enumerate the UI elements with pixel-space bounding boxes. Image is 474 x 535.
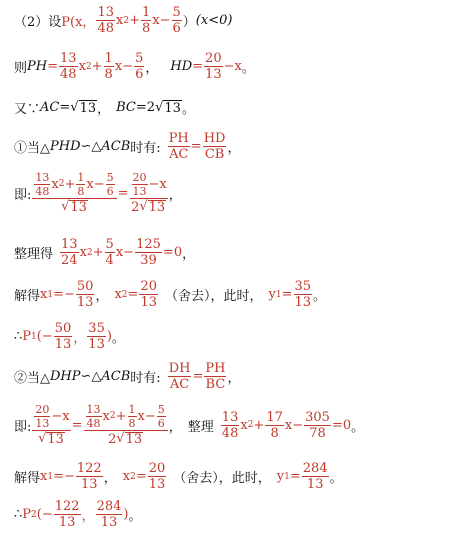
fraction: $\frac{1}{8}$ xyxy=(141,5,151,36)
text: 即: xyxy=(14,187,32,203)
op: − xyxy=(159,13,171,28)
text: ①当△ xyxy=(14,141,50,156)
compound-fraction: $\frac{13}{48}$ x 2 + $\frac{1}{8}$ x − $\frac{5}{6}$ 2 √ 13 xyxy=(84,404,168,446)
text: 则 xyxy=(14,61,28,76)
var-x: x xyxy=(152,13,160,28)
fraction: $\frac{13}{48}$ xyxy=(60,51,77,82)
text: 解得 xyxy=(14,471,41,486)
exponent: 2 xyxy=(123,15,130,26)
segment-hd: HD xyxy=(170,59,193,74)
compound-fraction: $\frac{13}{48}$ x 2 + $\frac{1}{8}$ x − $\frac{5}{6}$ √ 13 xyxy=(32,172,116,214)
segment-ph: PH xyxy=(27,59,48,74)
sqrt: √ 13 xyxy=(70,99,97,116)
triangle-acb: ACB xyxy=(101,369,131,384)
text: 即: xyxy=(14,419,32,435)
fraction: $\frac{1}{8}$ xyxy=(104,51,113,82)
line-6: 整理得 $\frac{13}{24}$ x 2 + $\frac{5}{4}$ x − $\frac{125}{39}$ = 0 ， xyxy=(14,237,196,268)
line-7: 解得 x 1 =− $\frac{50}{13}$ ， x 2 = $\frac{20}{13}$ （舍去），此时， y 1 = $\frac{35}{13}$ 。 xyxy=(14,279,327,310)
triangle-dhp: DHP xyxy=(50,369,81,384)
fraction: $\frac{PH}{AC}$ xyxy=(168,131,189,162)
text: 整理得 xyxy=(14,247,54,262)
fraction: $\frac{20}{13}$ xyxy=(205,51,222,82)
line-12: ∴ P 2 (− $\frac{122}{13}$ ， $\frac{284}{13}$ ) 。 xyxy=(14,499,142,530)
line-4: ①当△ PHD ∽△ ACB 时有: $\frac{PH}{AC}$ = $\frac{HD}{CB}$ ， xyxy=(14,131,241,162)
text: ∴ xyxy=(14,507,23,522)
sqrt: √ 13 xyxy=(155,99,181,116)
point-p: P(x， xyxy=(61,15,96,30)
text: ∴ xyxy=(14,329,23,344)
text: ） xyxy=(182,15,196,30)
op: + xyxy=(129,13,140,28)
var-x: x xyxy=(115,13,124,28)
segment-ac: AC xyxy=(40,100,60,115)
fraction: $\frac{HD}{CB}$ xyxy=(203,131,226,162)
fraction: $\frac{5}{6}$ xyxy=(172,5,181,36)
text: 又∵ xyxy=(14,102,41,117)
triangle-acb: ACB xyxy=(101,139,131,154)
condition: (x<0) xyxy=(195,13,233,28)
line-5: 即: $\frac{13}{48}$ x 2 + $\frac{1}{8}$ x − $\frac{5}{6}$ √ 13 = $\frac{20}{13}$ −x 2 √ 13 ， xyxy=(14,171,182,215)
fraction: $\frac{13}{48}$ xyxy=(97,5,114,36)
compound-fraction: $\frac{20}{13}$ −x √ 13 xyxy=(32,404,70,446)
line-10: 即: $\frac{20}{13}$ −x √ 13 = $\frac{13}{48}$ x 2 + $\frac{1}{8}$ x − $\frac{5}{6}$ 2 √ 13 ， 整理 $\frac{13}{48}$ x 2 + $\frac{17}{8}$ x − $\frac{305}{78}$ = 0 。 xyxy=(14,403,365,447)
text: （2）设 xyxy=(14,15,62,30)
text: 解得 xyxy=(14,289,41,304)
line-3: 又∵ AC = √ 13 ， BC = 2 √ 13 。 xyxy=(14,99,195,117)
op: = xyxy=(47,59,59,74)
line-9: ②当△ DHP ∽△ ACB 时有: $\frac{DH}{AC}$ = $\frac{PH}{BC}$ ， xyxy=(14,361,241,392)
fraction: $\frac{5}{6}$ xyxy=(135,51,144,82)
segment-bc: BC xyxy=(116,100,136,115)
line-2: 则 PH = $\frac{13}{48}$ x 2 + $\frac{1}{8}$ x − $\frac{5}{6}$ ， HD = $\frac{20}{13}$ −x 。 xyxy=(14,51,255,82)
triangle-phd: PHD xyxy=(50,139,81,154)
line-1 xyxy=(14,6,232,35)
line-11: 解得 x 1 =− $\frac{122}{13}$ ， x 2 = $\frac{20}{13}$ （舍去），此时， y 1 = $\frac{284}{13}$ 。 xyxy=(14,461,343,492)
line-8: ∴ P 1 (− $\frac{50}{13}$ ， $\frac{35}{13}$ ) 。 xyxy=(14,321,125,352)
text: ②当△ xyxy=(14,371,50,386)
compound-fraction: $\frac{20}{13}$ −x 2 √ 13 xyxy=(131,171,167,215)
